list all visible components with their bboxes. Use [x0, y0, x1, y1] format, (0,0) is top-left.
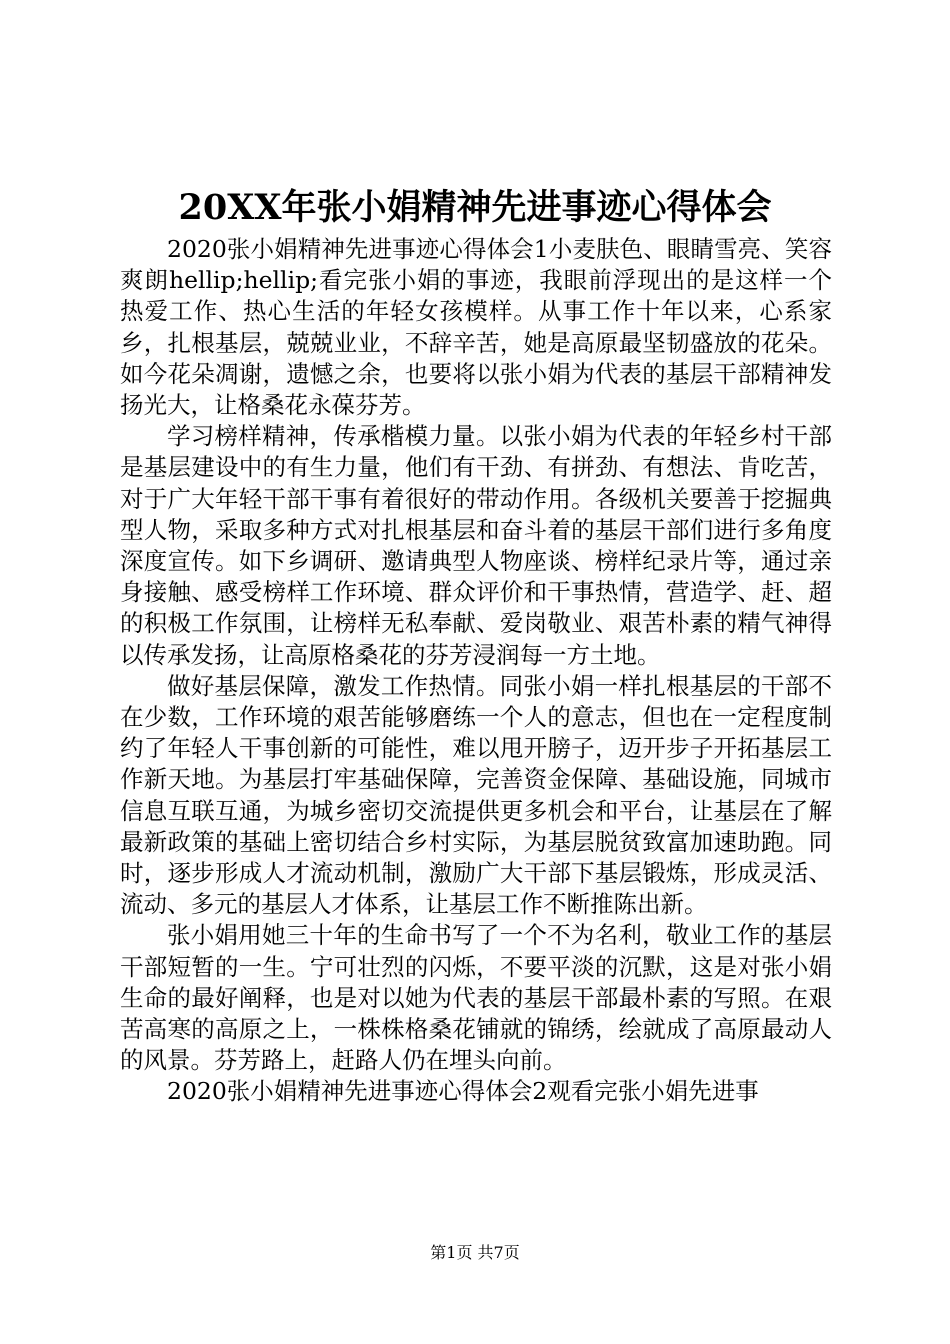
paragraph: 2020张小娟精神先进事迹心得体会1小麦肤色、眼睛雪亮、笑容爽朗hellip;hellip;看完张小娟的事迹，我眼前浮现出的是这样一个热爱工作、热心生活的年轻女孩模样。从事工作十年以来，心系家乡，扎根基层，兢兢业业，不辞辛苦，她是高原最坚韧盛放的花朵。如今花朵凋谢，遗憾之余，也要将以张小娟为代表的基层干部精神发扬光大，让格桑花永葆芬芳。 — [120, 235, 832, 420]
paragraph: 张小娟用她三十年的生命书写了一个不为名利，敬业工作的基层干部短暂的一生。宁可壮烈的闪烁，不要平淡的沉默，这是对张小娟生命的最好阐释，也是对以她为代表的基层干部最朴素的写照。在艰苦高寒的高原之上，一株株格桑花铺就的锦绣，绘就成了高原最动人的风景。芬芳路上，赶路人仍在埋头向前。 — [120, 921, 832, 1075]
document-title: 20XX年张小娟精神先进事迹心得体会 — [178, 187, 772, 228]
paragraph: 做好基层保障，激发工作热情。同张小娟一样扎根基层的干部不在少数，工作环境的艰苦能够磨练一个人的意志，但也在一定程度制约了年轻人干事创新的可能性，难以甩开膀子，迈开步子开拓基层工作新天地。为基层打牢基础保障，完善资金保障、基础设施，同城市信息互联互通，为城乡密切交流提供更多机会和平台，让基层在了解最新政策的基础上密切结合乡村实际，为基层脱贫致富加速助跑。同时，逐步形成人才流动机制，激励广大干部下基层锻炼，形成灵活、流动、多元的基层人才体系，让基层工作不断推陈出新。 — [120, 671, 832, 919]
document-body — [120, 234, 832, 1108]
paragraph: 2020张小娟精神先进事迹心得体会2观看完张小娟先进事 — [167, 1077, 759, 1106]
paragraph: 学习榜样精神，传承楷模力量。以张小娟为代表的年轻乡村干部是基层建设中的有生力量，他们有干劲、有拼劲、有想法、肯吃苦，对于广大年轻干部干事有着很好的带动作用。各级机关要善于挖掘典型人物，采取多种方式对扎根基层和奋斗着的基层干部们进行多角度深度宣传。如下乡调研、邀请典型人物座谈、榜样纪录片等，通过亲身接触、感受榜样工作环境、群众评价和干事热情，营造学、赶、超的积极工作氛围，让榜样无私奉献、爱岗敬业、艰苦朴素的精气神得以传承发扬，让高原格桑花的芬芳浸润每一方土地。 — [120, 422, 832, 669]
page-footer: 第1页 共7页 — [430, 1243, 520, 1262]
